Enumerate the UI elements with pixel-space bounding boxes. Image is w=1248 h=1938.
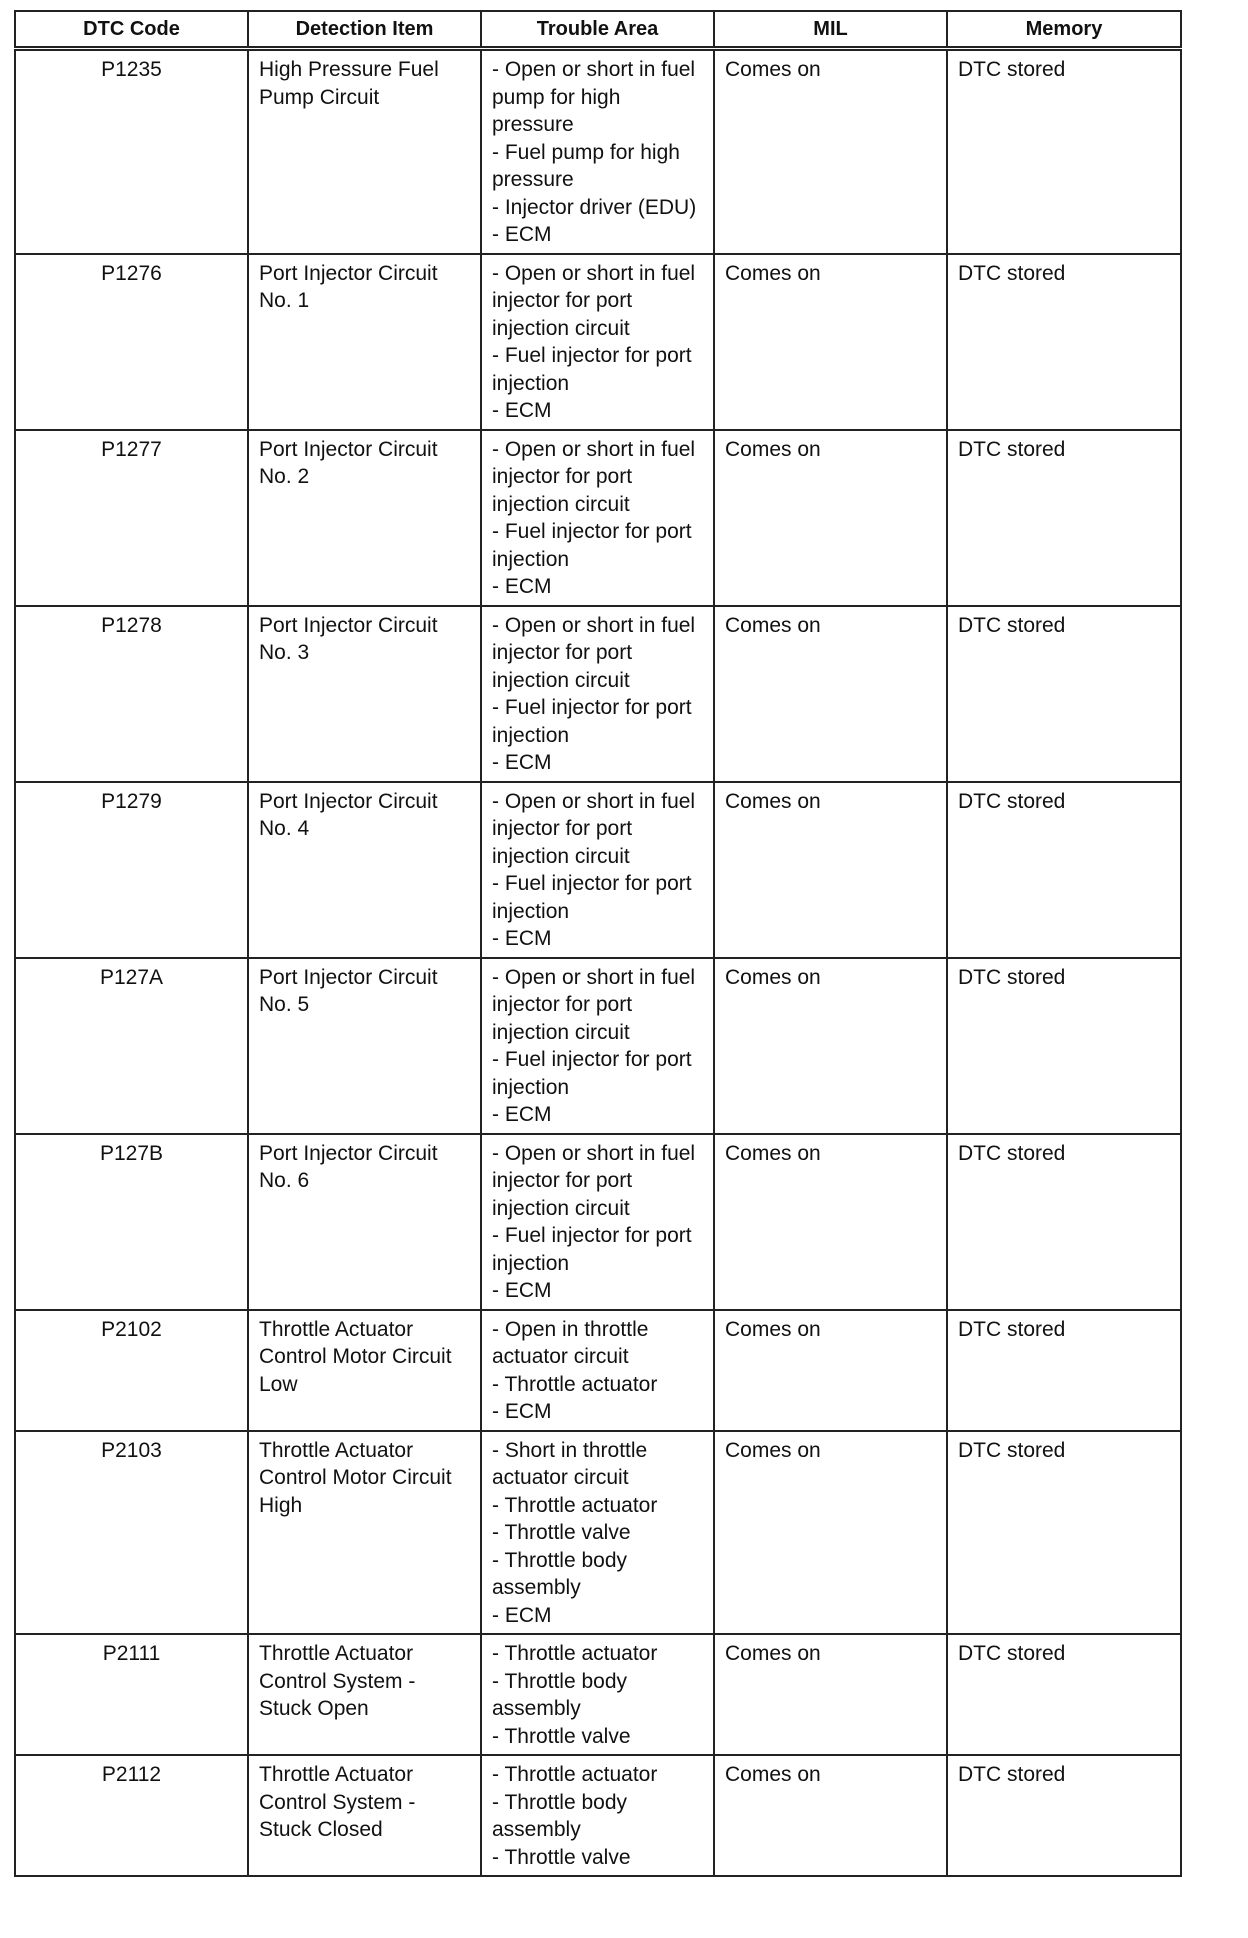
trouble-area-line: - Throttle body assembly [492,1548,628,1599]
dtc-table [14,10,1182,1877]
dtc-code-cell: P1235 [15,49,248,254]
trouble-area-line: - ECM [492,1103,552,1126]
header-trouble-area: Trouble Area [481,11,714,49]
header-row [15,11,1181,49]
memory-cell: DTC stored [947,49,1181,254]
trouble-area-line: - Fuel pump for high pressure [492,140,680,191]
trouble-area-line: - Fuel injector for port injection [492,520,692,571]
table-row [15,1755,1181,1876]
trouble-area-line: - Throttle valve [492,1845,631,1869]
trouble-area-line: - Open or short in fuel injector for port injection circuit [492,965,696,1044]
dtc-code-cell: P2111 [15,1634,248,1755]
memory-cell: DTC stored [947,430,1181,606]
memory-cell: DTC stored [947,782,1181,958]
memory-cell: DTC stored [947,958,1181,1134]
dtc-code-cell: P1276 [15,254,248,430]
trouble-area-line: - Throttle actuator [492,1642,658,1665]
trouble-area-line: - ECM [492,927,552,950]
trouble-area-line: - Throttle body assembly [492,1669,628,1720]
table-body [15,49,1181,1877]
table-row [15,1634,1181,1755]
trouble-area-line: - Throttle actuator [492,1763,658,1786]
dtc-code-cell: P1278 [15,606,248,782]
trouble-area-line: - Throttle valve [492,1724,631,1748]
trouble-area-line: - ECM [492,223,552,246]
mil-cell: Comes on [714,1310,947,1431]
trouble-area-line: - Throttle body assembly [492,1790,628,1841]
mil-cell: Comes on [714,782,947,958]
detection-item-cell: Throttle Actuator Control Motor Circuit Low [248,1310,481,1431]
table-row [15,1431,1181,1635]
detection-item-cell: Throttle Actuator Control System - Stuck Open [248,1634,481,1755]
trouble-area-cell [481,958,714,1134]
mil-cell: Comes on [714,49,947,254]
trouble-area-line: - ECM [492,399,552,422]
header-dtc-code: DTC Code [15,11,248,49]
table-row [15,430,1181,606]
header-mil: MIL [714,11,947,49]
dtc-code-cell: P1277 [15,430,248,606]
trouble-area-line: - Fuel injector for port injection [492,1224,692,1275]
trouble-area-line: - Fuel injector for port injection [492,344,692,395]
trouble-area-line: - Open in throttle actuator circuit [492,1317,649,1368]
table-row [15,606,1181,782]
trouble-area-line: - Fuel injector for port injection [492,696,692,747]
trouble-area-line: - Injector driver (EDU) [492,195,697,219]
trouble-area-line: - Throttle actuator [492,1493,658,1517]
trouble-area-cell [481,1634,714,1755]
dtc-code-cell: P127A [15,958,248,1134]
trouble-area-cell [481,1134,714,1310]
memory-cell: DTC stored [947,1134,1181,1310]
detection-item-cell: Port Injector Circuit No. 1 [248,254,481,430]
trouble-area-line: - Open or short in fuel injector for port injection circuit [492,789,696,868]
memory-cell: DTC stored [947,1755,1181,1876]
table-row [15,958,1181,1134]
table-header [15,11,1181,49]
trouble-area-line: - Open or short in fuel injector for port injection circuit [492,1141,696,1220]
dtc-code-cell: P1279 [15,782,248,958]
mil-cell: Comes on [714,254,947,430]
dtc-code-cell: P2103 [15,1431,248,1635]
dtc-code-cell: P2102 [15,1310,248,1431]
table-row [15,782,1181,958]
trouble-area-line: - Throttle actuator [492,1372,658,1396]
header-memory: Memory [947,11,1181,49]
mil-cell: Comes on [714,958,947,1134]
mil-cell: Comes on [714,606,947,782]
mil-cell: Comes on [714,1755,947,1876]
memory-cell: DTC stored [947,254,1181,430]
trouble-area-line: - ECM [492,1400,552,1423]
trouble-area-line: - Fuel injector for port injection [492,1048,692,1099]
dtc-code-cell: P127B [15,1134,248,1310]
mil-cell: Comes on [714,1634,947,1755]
mil-cell: Comes on [714,1134,947,1310]
trouble-area-cell [481,1431,714,1635]
memory-cell: DTC stored [947,606,1181,782]
trouble-area-cell [481,430,714,606]
mil-cell: Comes on [714,1431,947,1635]
trouble-area-cell [481,606,714,782]
detection-item-cell: Port Injector Circuit No. 6 [248,1134,481,1310]
trouble-area-line: - Open or short in fuel injector for port injection circuit [492,437,696,516]
detection-item-cell: Throttle Actuator Control Motor Circuit High [248,1431,481,1635]
trouble-area-line: - ECM [492,575,552,598]
trouble-area-cell [481,782,714,958]
trouble-area-cell [481,1755,714,1876]
trouble-area-line: - Open or short in fuel injector for port injection circuit [492,261,696,340]
table-row [15,254,1181,430]
detection-item-cell: Throttle Actuator Control System - Stuck Closed [248,1755,481,1876]
detection-item-cell: Port Injector Circuit No. 2 [248,430,481,606]
trouble-area-line: - Fuel injector for port injection [492,872,692,923]
detection-item-cell: Port Injector Circuit No. 5 [248,958,481,1134]
mil-cell: Comes on [714,430,947,606]
table-row [15,49,1181,254]
trouble-area-line: - ECM [492,751,552,774]
trouble-area-cell [481,49,714,254]
document-page [14,10,1180,1877]
trouble-area-cell [481,254,714,430]
detection-item-cell: Port Injector Circuit No. 4 [248,782,481,958]
trouble-area-cell [481,1310,714,1431]
dtc-code-cell: P2112 [15,1755,248,1876]
trouble-area-line: - Open or short in fuel pump for high pressure [492,58,696,136]
detection-item-cell: High Pressure Fuel Pump Circuit [248,49,481,254]
trouble-area-line: - Throttle valve [492,1521,631,1544]
trouble-area-line: - ECM [492,1279,552,1302]
detection-item-cell: Port Injector Circuit No. 3 [248,606,481,782]
memory-cell: DTC stored [947,1310,1181,1431]
table-row [15,1134,1181,1310]
table-row [15,1310,1181,1431]
trouble-area-line: - Short in throttle actuator circuit [492,1438,648,1489]
memory-cell: DTC stored [947,1634,1181,1755]
header-detection-item: Detection Item [248,11,481,49]
memory-cell: DTC stored [947,1431,1181,1635]
trouble-area-line: - ECM [492,1603,552,1627]
trouble-area-line: - Open or short in fuel injector for port injection circuit [492,613,696,692]
